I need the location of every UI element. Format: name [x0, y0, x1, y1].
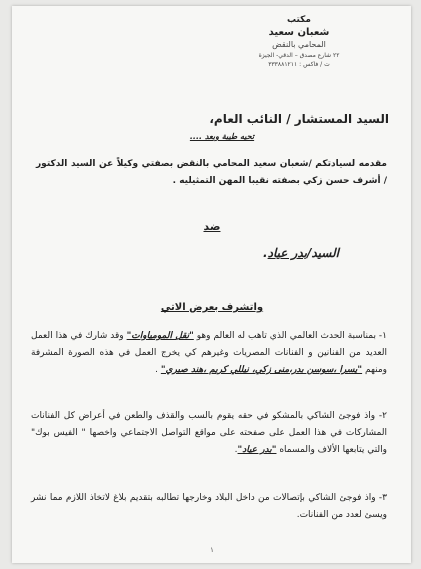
office-title: مكتب [286, 15, 311, 25]
office-letterhead [219, 14, 379, 69]
defendant-name: بدر عياد [267, 246, 307, 260]
p2-text-b: . [234, 445, 238, 455]
p2-text-a: ٢- واذ فوجئ الشاكي بالمشكو في حقه يقوم بالسب والقذف والطعن في أعراض كل الفنانات المشاركات في هذا العمل على صفحته على مواقع التواصل الاجتماعي واخصها " الفيس بوك" والتي يتابعها الألاف والمسماه [31, 411, 387, 455]
office-phone: ت / فاكس : ٣٣٣٨٨١٢١١ [268, 61, 330, 68]
paragraph-3: ٣- واذ فوجئ الشاكي بإتصالات من داخل البلاد وخارجها تطالبه بتقديم بلاغ لاتخاذ اللازم مما نشر ويسئ لعدد من الفنانات. [31, 493, 387, 520]
against-heading: ضد [203, 220, 221, 233]
defendant-line [263, 246, 339, 260]
p2-highlight-page: "بدر عياد" [237, 445, 277, 455]
defendant-suffix: . [263, 246, 268, 260]
p1-text-a: ١- بمناسبة الحدث العالمي الذي تاهب له العالم وهو [193, 331, 388, 341]
p1-text-c: . [155, 365, 161, 375]
document-page [12, 6, 411, 563]
addressee: السيد المستشار / النائب العام، [209, 112, 389, 126]
greeting: تحيه طيبة وبعد .... [189, 132, 255, 141]
p1-highlight-names: "يسرا ،سوسن بدر،منى زكي، نيللي كريم ،هند صبري" [160, 365, 363, 375]
p1-text-b: وقد شارك في هذا العمل العديد من الفنانين و الفنانات المصريات وغيرهم كي يخرج العمل في هذه الصورة المشرفة ومنهم [31, 331, 387, 375]
facts-heading: واتشرف بعرض الاتي [160, 302, 264, 313]
intro-paragraph: مقدمه لسيادتكم /شعبان سعيد المحامي بالنقض بصفتي وكيلاً عن السيد الدكتور / أشرف حسن زكي بصفته نقيبا المهن التمثيليه . [36, 159, 387, 186]
paragraph-1 [31, 328, 387, 379]
defendant-prefix: السيد/ [307, 246, 339, 260]
lawyer-name: شعبان سعيد [268, 27, 330, 38]
paragraph-2 [31, 408, 387, 459]
office-address: ٢٢ شارع مصدق – الدقي- الجيزة [258, 52, 340, 59]
page-number: ١ [210, 546, 214, 554]
p1-highlight-event: "نقل المومياوات" [126, 331, 194, 341]
lawyer-role: المحامي بالنقض [272, 40, 326, 49]
